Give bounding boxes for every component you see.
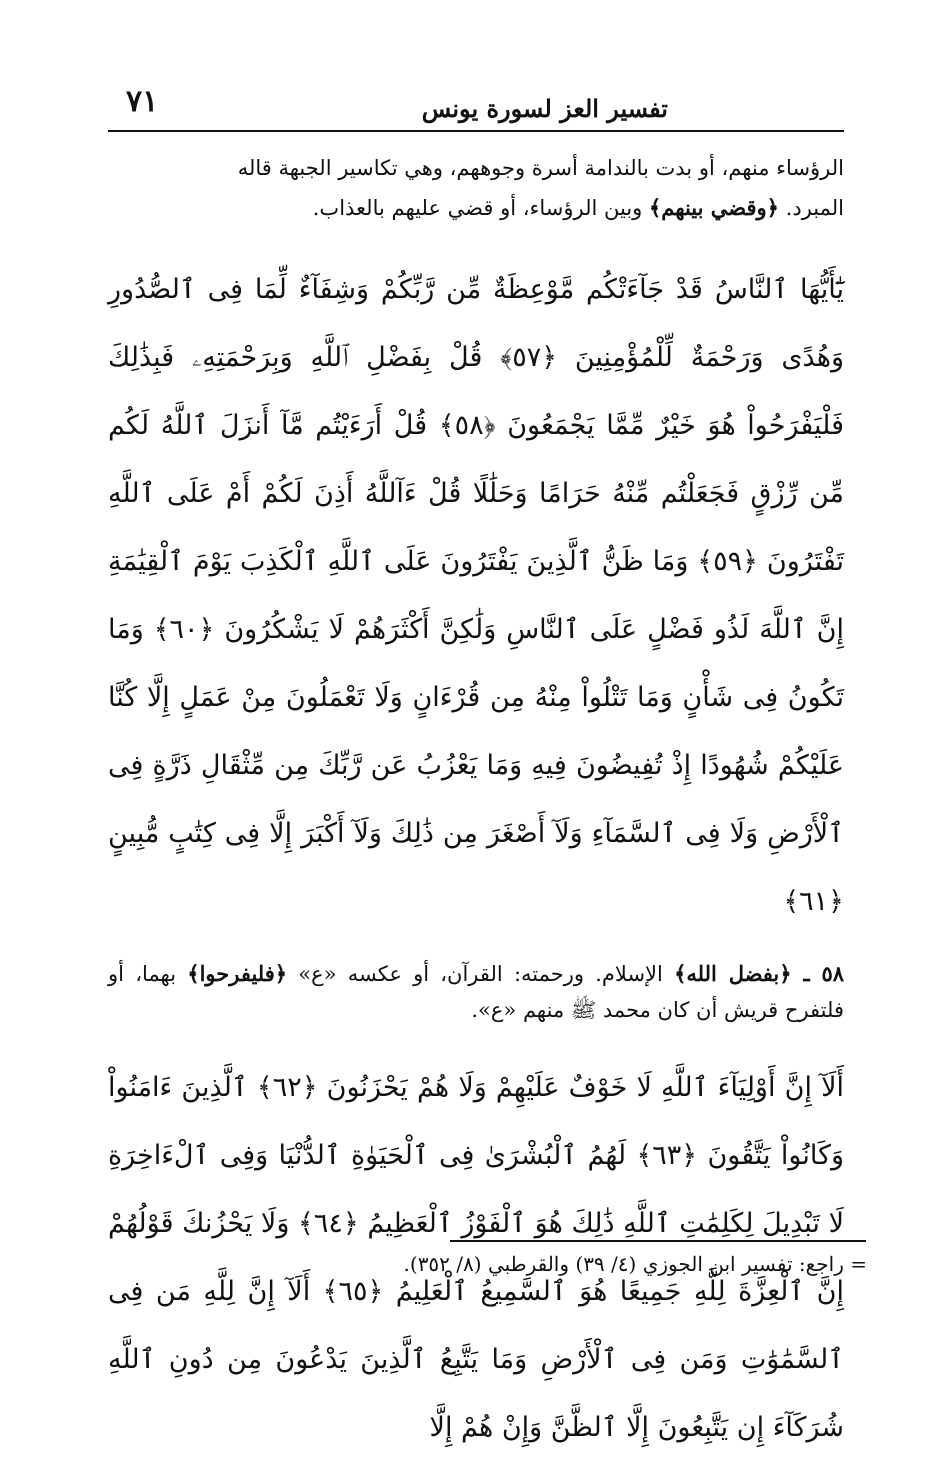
intro-line-2-end: وبين الرؤساء، أو قضي عليهم بالعذاب.: [312, 196, 649, 220]
quran-quote-wa-qudiya: ﴿وقضي بينهم﴾: [649, 195, 779, 220]
intro-line-1: الرؤساء منهم، أو بدت بالندامة أسرة وجوههم، وهي تكاسير الجبهة قاله: [237, 156, 844, 180]
header-rule: [108, 130, 844, 132]
intro-line-2: [108, 188, 844, 228]
quran-text-block-2: أَلَآ إِنَّ أَوْلِيَآءَ ٱللَّهِ لَا خَوْفٌ عَلَيْهِمْ وَلَا هُمْ يَحْزَنُونَ ﴿٦٢﴾ ٱلَّذِينَ ءَامَنُواْ وَكَانُواْ يَتَّقُونَ ﴿٦٣﴾ لَهُمُ ٱلْبُشْرَىٰ فِى ٱلْحَيَوٰةِ ٱلدُّنْيَا وَفِى ٱلْءَاخِرَةِ لَا تَبْدِيلَ لِكَلِمَٰتِ ٱللَّهِ ذَٰلِكَ هُوَ ٱلْفَوْزُ ٱلْعَظِيمُ ﴿٦٤﴾ وَلَا يَحْزُنكَ قَوْلُهُمْ إِنَّ ٱلْعِزَّةَ لِلَّهِ جَمِيعًا هُوَ ٱلسَّمِيعُ ٱلْعَلِيمُ ﴿٦٥﴾ أَلَآ إِنَّ لِلَّهِ مَن فِى ٱلسَّمَٰوَٰتِ وَمَن فِى ٱلْأَرْضِ وَمَا يَتَّبِعُ ٱلَّذِينَ يَدْعُونَ مِن دُونِ ٱللَّهِ شُرَكَآءَ إِن يَتَّبِعُونَ إِلَّا ٱلظَّنَّ وَإِنْ هُمْ إِلَّا: [108, 1072, 845, 1443]
page-title: تفسير العز لسورة يونس: [421, 94, 668, 123]
intro-paragraph: [108, 148, 844, 228]
commentary-text: [108, 956, 844, 1028]
commentary-paragraph: [108, 956, 844, 1028]
quran-text-block-1: يَٰٓأَيُّهَا ٱلنَّاسُ قَدْ جَآءَتْكُم مَّوْعِظَةٌ مِّن رَّبِّكُمْ وَشِفَآءٌ لِّمَا فِى ٱلصُّدُورِ وَهُدًى وَرَحْمَةٌ لِّلْمُؤْمِنِينَ ﴿٥٧﴾ قُلْ بِفَضْلِ ٱللَّهِ وَبِرَحْمَتِهِۦ فَبِذَٰلِكَ فَلْيَفْرَحُواْ هُوَ خَيْرٌ مِّمَّا يَجْمَعُونَ ﴿٥٨﴾ قُلْ أَرَءَيْتُم مَّآ أَنزَلَ ٱللَّهُ لَكُم مِّن رِّزْقٍ فَجَعَلْتُم مِّنْهُ حَرَامًا وَحَلَٰلًا قُلْ ءَآللَّهُ أَذِنَ لَكُمْ أَمْ عَلَى ٱللَّهِ تَفْتَرُونَ ﴿٥٩﴾ وَمَا ظَنُّ ٱلَّذِينَ يَفْتَرُونَ عَلَى ٱللَّهِ ٱلْكَذِبَ يَوْمَ ٱلْقِيَٰمَةِ إِنَّ ٱللَّهَ لَذُو فَضْلٍ عَلَى ٱلنَّاسِ وَلَٰكِنَّ أَكْثَرَهُمْ لَا يَشْكُرُونَ ﴿٦٠﴾ وَمَا تَكُونُ فِى شَأْنٍ وَمَا تَتْلُواْ مِنْهُ مِن قُرْءَانٍ وَلَا تَعْمَلُونَ مِنْ عَمَلٍ إِلَّا كُنَّا عَلَيْكُمْ شُهُودًا إِذْ تُفِيضُونَ فِيهِ وَمَا يَعْزُبُ عَن رَّبِّكَ مِن مِّثْقَالِ ذَرَّةٍ فِى ٱلْأَرْضِ وَلَا فِى ٱلسَّمَآءِ وَلَآ أَصْغَرَ مِن ذَٰلِكَ وَلَآ أَكْبَرَ إِلَّا فِى كِتَٰبٍ مُّبِينٍ ﴿٦١﴾: [108, 274, 844, 917]
intro-line-2-start: المبرد.: [779, 196, 844, 220]
commentary-verse-number: ٥٨ ـ: [791, 961, 845, 986]
page-number: ٧١: [126, 84, 159, 119]
footnote-rule: [450, 1240, 866, 1242]
quran-quote-falyafrahu: ﴿فليفرحوا﴾: [187, 961, 288, 986]
quran-quote-bifadl: ﴿بفضل الله﴾: [674, 961, 792, 986]
commentary-text-1: الإسلام. ورحمته: القرآن، أو عكسه «ع»: [287, 962, 675, 986]
commentary-text-2: بهما، أو فلتفرح قريش أن كان محمد ﷺ منهم «ع».: [108, 962, 844, 1022]
footnote: = راجع: تفسير ابن الجوزي (٤/ ٣٩) والقرطبي (٨/ ٣٥٢).: [403, 1252, 867, 1276]
quran-verses-57-61: [108, 256, 844, 936]
page-header: [108, 78, 844, 130]
